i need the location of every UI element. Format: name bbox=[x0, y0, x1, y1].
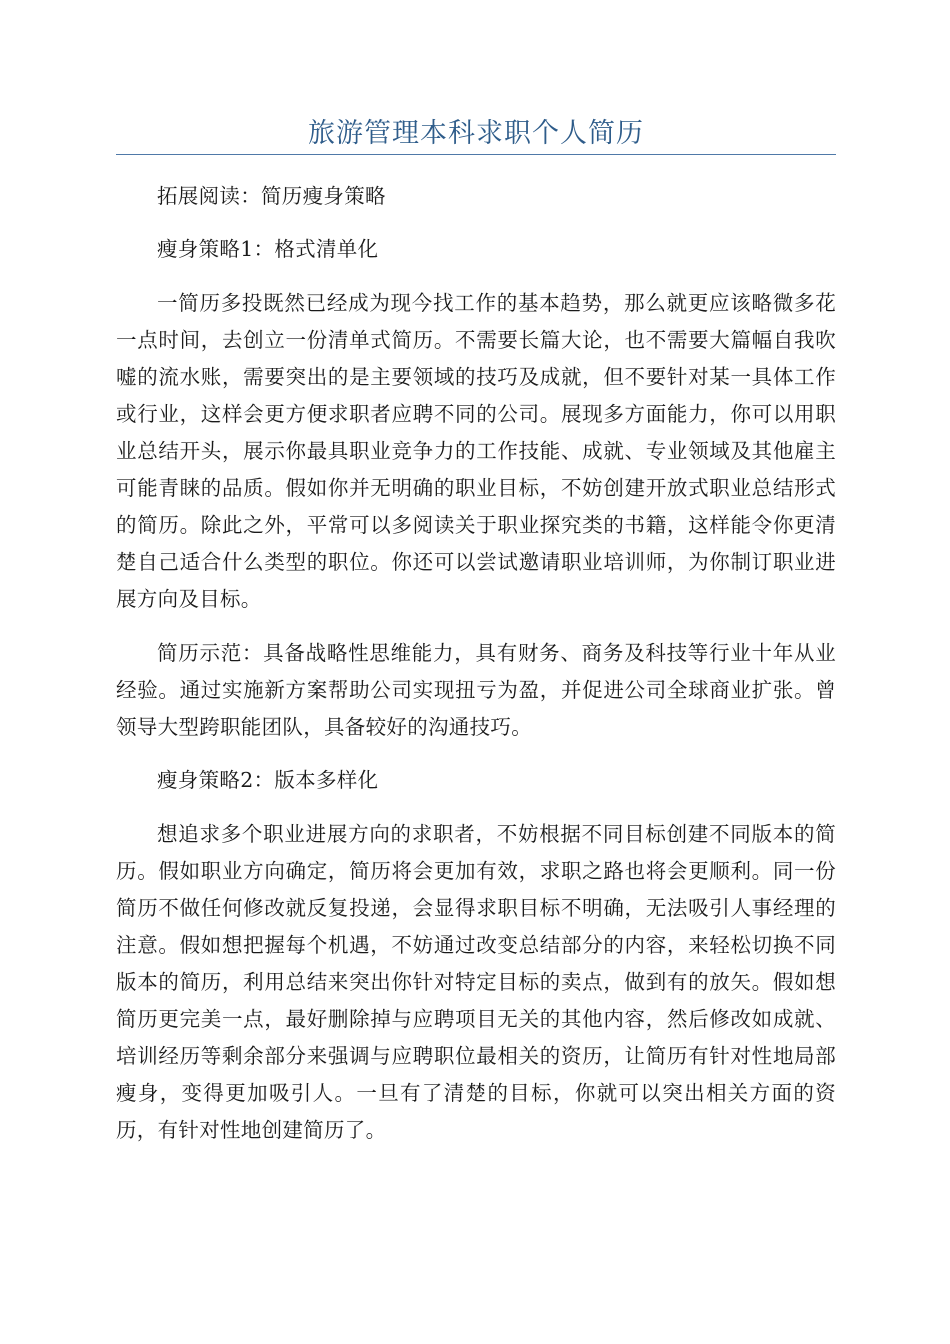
title-underline bbox=[116, 154, 836, 155]
document-title: 旅游管理本科求职个人简历 bbox=[308, 118, 644, 149]
strategy-2-body: 想追求多个职业进展方向的求职者，不妨根据不同目标创建不同版本的简历。假如职业方向确定，简历将会更加有效，求职之路也将会更顺利。同一份简历不做任何修改就反复投递，会显得求职目标不明确，无法吸引人事经理的注意。假如想把握每个机遇，不妨通过改变总结部分的内容，来轻松切换不同版本的简历，利用总结来突出你针对特定目标的卖点，做到有的放矢。假如想简历更完美一点，最好删除掉与应聘项目无关的其他内容，然后修改如成就、培训经历等剩余部分来强调与应聘职位最相关的资历，让简历有针对性地局部瘦身，变得更加吸引人。一旦有了清楚的目标，你就可以突出相关方面的资历，有针对性地创建简历了。 bbox=[116, 822, 836, 1142]
document-page bbox=[116, 0, 836, 1149]
resume-example: 简历示范：具备战略性思维能力，具有财务、商务及科技等行业十年从业经验。通过实施新方案帮助公司实现扭亏为盈，并促进公司全球商业扩张。曾领导大型跨职能团队，具备较好的沟通技巧。 bbox=[116, 641, 836, 739]
strategy-1-body: 一简历多投既然已经成为现今找工作的基本趋势，那么就更应该略微多花一点时间，去创立一份清单式简历。不需要长篇大论，也不需要大篇幅自我吹嘘的流水账，需要突出的是主要领域的技巧及成就，但不要针对某一具体工作或行业，这样会更方便求职者应聘不同的公司。展现多方面能力，你可以用职业总结开头，展示你最具职业竞争力的工作技能、成就、专业领域及其他雇主可能青睐的品质。假如你并无明确的职业目标，不妨创建开放式职业总结形式的简历。除此之外，平常可以多阅读关于职业探究类的书籍，这样能令你更清楚自己适合什么类型的职位。你还可以尝试邀请职业培训师，为你制订职业进展方向及目标。 bbox=[116, 291, 836, 611]
strategy-1-heading: 瘦身策略1：格式清单化 bbox=[157, 237, 379, 261]
extended-reading-heading: 拓展阅读：简历瘦身策略 bbox=[157, 184, 386, 208]
strategy-2-heading: 瘦身策略2：版本多样化 bbox=[157, 768, 379, 792]
